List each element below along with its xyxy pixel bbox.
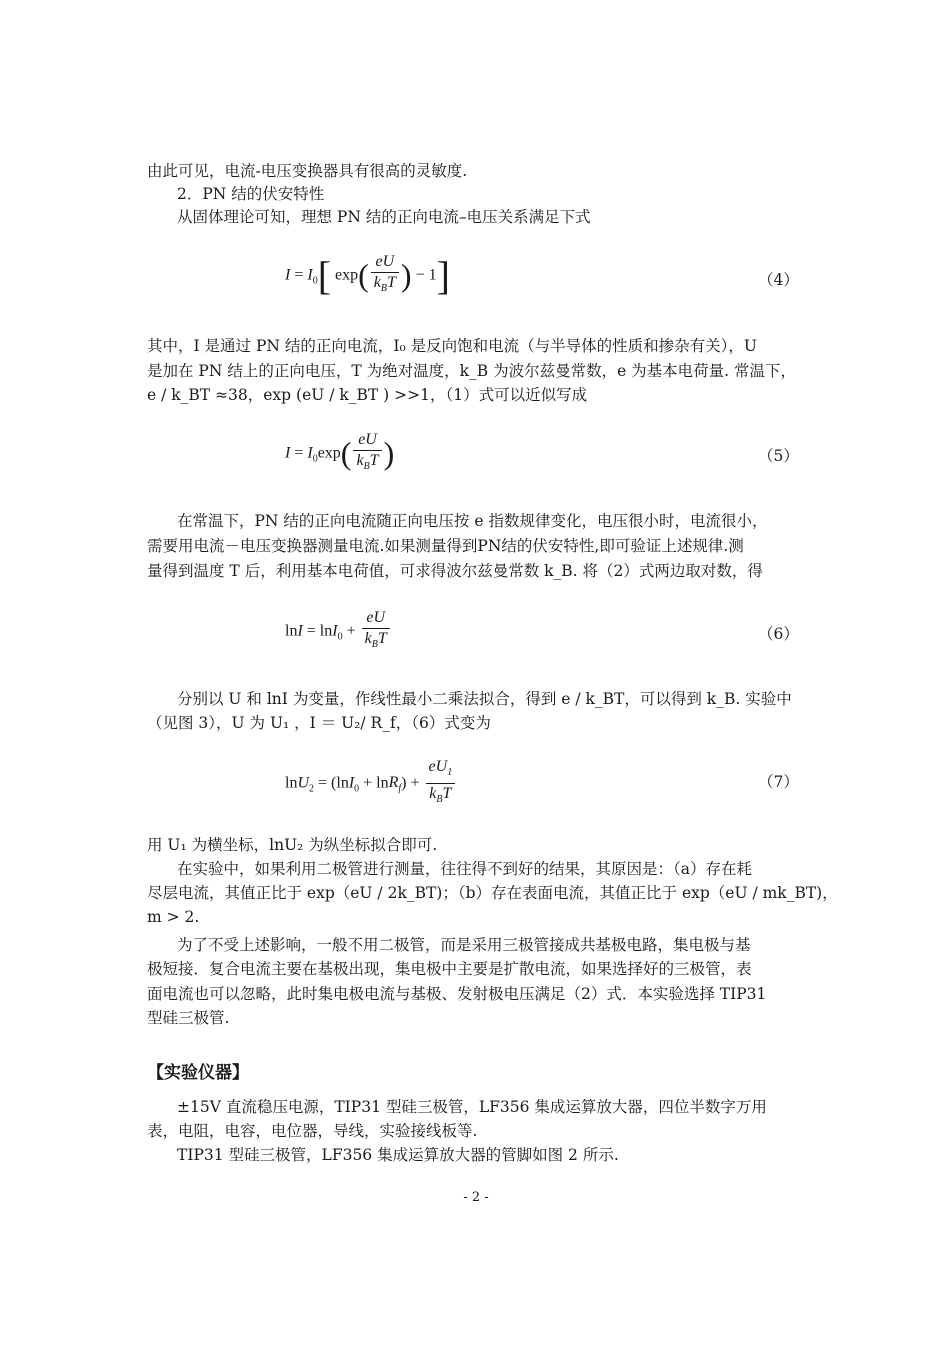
equation-6: lnI = lnI$_0$ + $\frac{eU}{k_BT}$ — [285, 608, 392, 655]
text-line: 型硅三极管. — [147, 1009, 230, 1027]
text-line: 是加在 PN 结上的正向电压，T 为绝对温度，k_B 为波尔兹曼常数，e 为基本电荷量. 常温下， — [147, 362, 797, 380]
text-line: TIP31 型硅三极管，LF356 集成运算放大器的管脚如图 2 所示. — [177, 1146, 619, 1164]
subsection-title: 2．PN 结的伏安特性 — [177, 185, 325, 203]
equation-number: （4） — [758, 271, 799, 289]
text-line: m > 2. — [147, 908, 200, 926]
text-line: 为了不受上述影响，一般不用二极管，而是采用三极管接成共基极电路，集电极与基 — [177, 936, 751, 954]
text-line: e / k_BT ≈38，exp (eU / k_BT ) >>1，（1）式可以近似写成 — [147, 386, 588, 404]
section-heading: 【实验仪器】 — [147, 1063, 249, 1083]
text-line: 由此可见，电流-电压变换器具有很高的灵敏度. — [147, 162, 468, 180]
page-number: - 2 - — [463, 1190, 489, 1205]
equation-number: （5） — [758, 447, 799, 465]
equation-7: lnU$_2$ = (lnI$_0$ + lnR$_f$) + $\frac{eU_1}{k_BT}$ — [285, 757, 457, 810]
text-line: 分别以 U 和 lnI 为变量，作线性最小二乘法拟合，得到 e / k_BT，可以得到 k_B. 实验中 — [177, 690, 792, 708]
text-line: 量得到温度 T 后，利用基本电荷值，可求得波尔兹曼常数 k_B. 将（2）式两边取对数，得 — [147, 562, 763, 580]
equation-5: $I = I_0\exp$( $\frac{eU}{k_BT}$ ) — [285, 431, 395, 473]
text-line: 用 U₁ 为横坐标，lnU₂ 为纵坐标拟合即可. — [147, 836, 438, 854]
text-line: 在实验中，如果利用二极管进行测量，往往得不到好的结果，其原因是：（a）存在耗 — [177, 860, 752, 878]
text-line: 尽层电流，其值正比于 exp（eU / 2k_BT)；（b）存在表面电流，其值正比于 exp（eU / mk_BT)， — [147, 884, 838, 902]
text-line: 其中，I 是通过 PN 结的正向电流，I₀ 是反向饱和电流（与半导体的性质和掺杂有关），U — [147, 337, 757, 355]
text-line: 面电流也可以忽略，此时集电极电流与基极、发射极电压满足（2）式．本实验选择 TIP31 — [147, 985, 767, 1003]
text-line: （见图 3），U 为 U₁ ，I ＝ U₂/ R_f，（6）式变为 — [147, 714, 491, 732]
text-line: 在常温下，PN 结的正向电流随正向电压按 e 指数规律变化，电压很小时，电流很小， — [177, 512, 768, 530]
text-line: 从固体理论可知，理想 PN 结的正向电流–电压关系满足下式 — [177, 208, 591, 226]
equation-number: （7） — [758, 773, 799, 791]
equation-4: $I = I_0$[ exp( $\frac{eU}{k_BT}$ ) − 1] — [285, 253, 450, 299]
text-line: 表，电阻，电容，电位器，导线，实验接线板等. — [147, 1122, 478, 1140]
text-line: ±15V 直流稳压电源，TIP31 型硅三极管，LF356 集成运算放大器，四位半数字万用 — [177, 1098, 767, 1116]
equation-number: （6） — [758, 625, 799, 643]
text-line: 需要用电流－电压变换器测量电流.如果测量得到PN结的伏安特性,即可验证上述规律.测 — [147, 537, 744, 555]
text-line: 极短接．复合电流主要在基极出现，集电极中主要是扩散电流，如果选择好的三极管，表 — [147, 960, 752, 978]
